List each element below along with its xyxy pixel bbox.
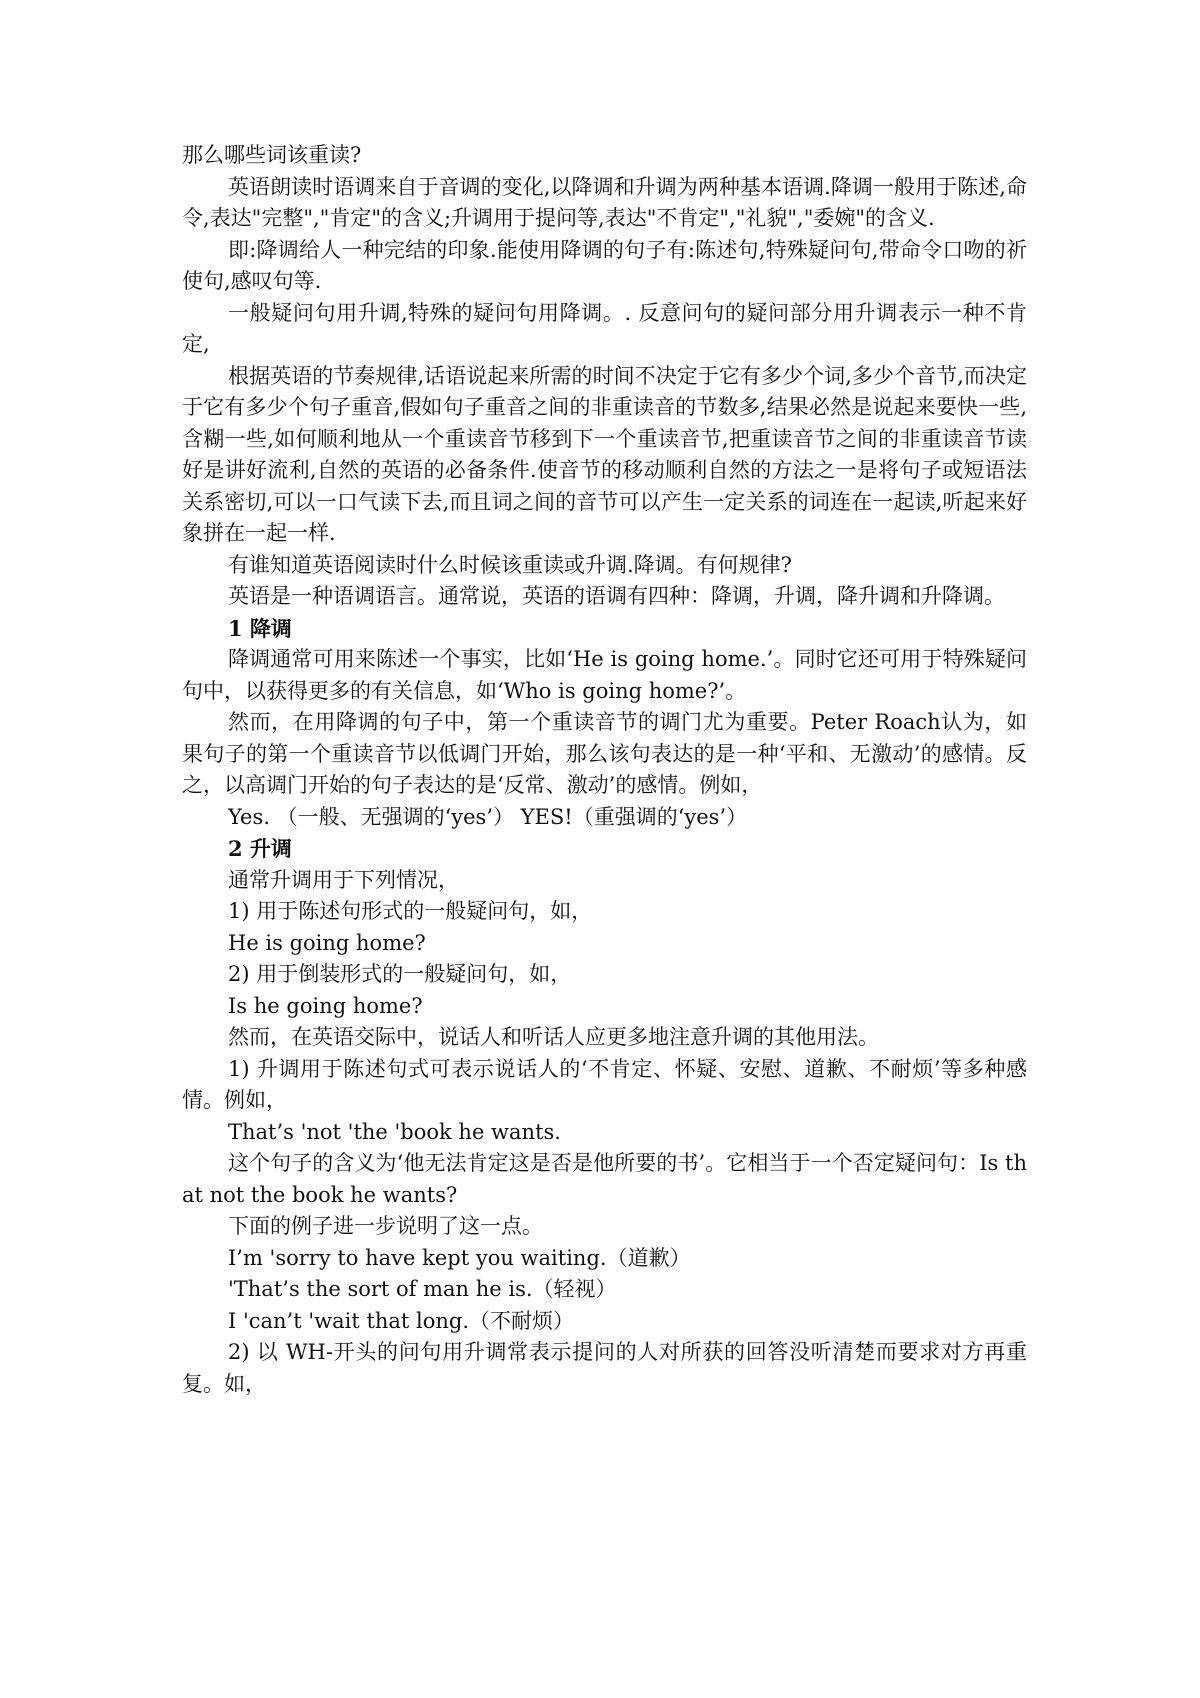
example-cant-wait: I 'can’t 'wait that long.（不耐烦） [228, 1308, 575, 1333]
example-sort-of-man: 'That’s the sort of man he is.（轻视） [228, 1277, 617, 1301]
section-heading-falling-tone: 1 降调 [228, 615, 292, 641]
paragraph-question-about-rules: 有谁知道英语阅读时什么时候该重读或升调.降调。有何规律? [228, 552, 792, 577]
paragraph-intonation-overview: 英语朗读时语调来自于音调的变化,以降调和升调为两种基本语调.降调一般用于陈述,命令,表达"完整","肯定"的含义;升调用于提问等,表达"不肯定","礼貌","委婉"的含义. [182, 174, 1027, 230]
paragraph-other-uses: 然而，在英语交际中，说话人和听话人应更多地注意升调的其他用法。 [228, 1025, 879, 1049]
paragraph-rising-tone-intro: 通常升调用于下列情况， [228, 867, 459, 892]
paragraph-meaning-explanation: 这个句子的含义为‘他无法肯定这是否是他所要的书’。它相当于一个否定疑问句：Is that not the book he wants? [182, 1151, 1027, 1207]
paragraph-falling-tone-uses: 即:降调给人一种完结的印象.能使用降调的句子有:陈述句,特殊疑问句,带命令口吻的祈使句,感叹句等. [182, 237, 1027, 293]
list-item-wh-questions: 2) 以 WH-开头的问句用升调常表示提问的人对所获的回答没听清楚而要求对方再重复。如， [182, 1340, 1027, 1396]
example-thats-not-the-book: That’s 'not 'the 'book he wants. [228, 1119, 561, 1144]
paragraph-further-examples: 下面的例子进一步说明了这一点。 [228, 1214, 543, 1238]
paragraph-four-intonations: 英语是一种语调语言。通常说，英语的语调有四种：降调，升调，降升调和升降调。 [228, 584, 1005, 608]
paragraph-question-which-words-stressed: 那么哪些词该重读? [182, 143, 362, 167]
example-yes: Yes. （一般、无强调的‘yes’） YES!（重强调的‘yes’） [228, 804, 748, 829]
paragraph-rhythm-rules: 根据英语的节奏规律,话语说起来所需的时间不决定于它有多少个词,多少个音节,而决定于它有多少个句子重音,假如句子重音之间的非重读音的节数多,结果必然是说起来要快一些,含糊一些,如何顺利地从一个重读音节移到下一个重读音节,把重读音节之间的非重读音节读好是讲好流利,自然的英语的必备条件.使音节的移动顺利自然的方法之一是将句子或短语法关系密切,可以一口气读下去,而且词之间的音节可以产生一定关系的词连在一起读,听起来好象拼在一起一样. [182, 363, 1027, 545]
list-item-rising-1: 1) 用于陈述句形式的一般疑问句，如， [228, 899, 593, 923]
example-he-is-going-home: He is going home? [228, 930, 426, 955]
paragraph-falling-tone-statement: 降调通常可用来陈述一个事实，比如‘He is going home.’。同时它还可用于特殊疑问句中，以获得更多的有关信息，如‘Who is going home?’。 [182, 647, 1027, 703]
paragraph-peter-roach: 然而，在用降调的句子中，第一个重读音节的调门尤为重要。Peter Roach认为，如果句子的第一个重读音节以低调门开始，那么该句表达的是一种‘平和、无激动’的感情。反之，以高调门开始的句子表达的是‘反常、激动’的感情。例如， [182, 710, 1027, 797]
document-body [182, 140, 1027, 1400]
example-is-he-going-home: Is he going home? [228, 993, 423, 1018]
example-sorry: I’m 'sorry to have kept you waiting.（道歉） [228, 1245, 691, 1270]
paragraph-question-types: 一般疑问句用升调,特殊的疑问句用降调。. 反意问句的疑问部分用升调表示一种不肯定, [182, 300, 1027, 356]
section-heading-rising-tone: 2 升调 [228, 836, 292, 861]
list-item-statement-rising: 1) 升调用于陈述句式可表示说话人的‘不肯定、怀疑、安慰、道歉、不耐烦’等多种感情。例如， [182, 1056, 1027, 1112]
list-item-rising-2: 2) 用于倒装形式的一般疑问句，如， [228, 962, 572, 986]
